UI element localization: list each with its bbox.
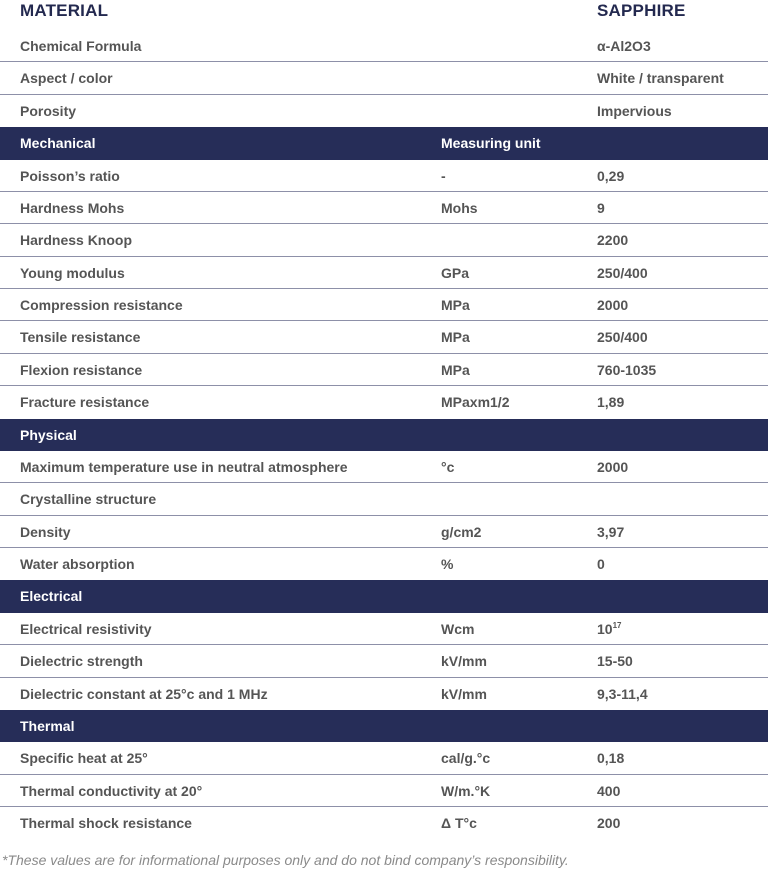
material-name-title: SAPPHIRE — [597, 1, 686, 20]
value-cell: 1,89 — [597, 394, 625, 411]
unit-cell: Wcm — [441, 620, 475, 637]
value-cell: 0,29 — [597, 167, 625, 184]
table-row — [0, 516, 768, 548]
properties-table — [0, 30, 768, 839]
unit-cell: MPa — [441, 297, 470, 313]
unit-cell: kV/mm — [441, 653, 487, 670]
property-cell: Aspect / color — [20, 70, 113, 87]
table-row — [0, 62, 768, 94]
property-cell: Flexion resistance — [20, 361, 143, 378]
value-cell: 3,97 — [597, 523, 625, 540]
table-row — [0, 160, 768, 192]
table-row — [0, 807, 768, 839]
value-cell: 2200 — [597, 232, 629, 249]
unit-cell: - — [441, 167, 446, 184]
table-row — [0, 613, 768, 645]
section-header-row — [0, 580, 768, 612]
table-row — [0, 548, 768, 580]
table-row — [0, 95, 768, 127]
value-cell: α-Al2O3 — [597, 38, 651, 54]
section-header-row — [0, 710, 768, 742]
property-cell: Physical — [20, 426, 77, 443]
property-cell: Dielectric constant at 25°c and 1 MHz — [20, 685, 268, 702]
property-cell: Electrical resistivity — [20, 620, 152, 637]
value-cell: 760-1035 — [597, 361, 657, 378]
table-row — [0, 354, 768, 386]
table-row — [0, 30, 768, 62]
value-cell: 250/400 — [597, 264, 648, 281]
table-row — [0, 289, 768, 321]
property-cell: Thermal conductivity at 20° — [20, 782, 203, 799]
unit-cell: GPa — [441, 264, 470, 281]
value-cell: 400 — [597, 782, 621, 799]
property-cell: Thermal shock resistance — [20, 815, 192, 831]
property-cell: Hardness Knoop — [20, 232, 133, 249]
table-row — [0, 224, 768, 256]
property-cell: Density — [20, 523, 71, 540]
property-cell: Fracture resistance — [20, 394, 150, 411]
value-cell: 2000 — [597, 458, 629, 475]
unit-cell: W/m.°K — [441, 782, 491, 799]
unit-cell: kV/mm — [441, 685, 487, 702]
unit-cell: cal/g.°c — [441, 750, 491, 767]
table-header — [0, 0, 768, 24]
exponent-superscript: 17 — [612, 620, 622, 630]
unit-cell: % — [441, 556, 454, 572]
property-cell: Tensile resistance — [20, 329, 141, 346]
table-row — [0, 257, 768, 289]
table-row — [0, 483, 768, 515]
section-header-row — [0, 127, 768, 159]
property-cell: Specific heat at 25° — [20, 750, 148, 767]
unit-cell: MPaxm1/2 — [441, 394, 510, 411]
unit-cell: °c — [441, 458, 455, 475]
table-row — [0, 645, 768, 677]
table-row — [0, 742, 768, 774]
value-cell: 0,18 — [597, 750, 625, 767]
property-cell: Young modulus — [20, 264, 125, 281]
value-cell: 15-50 — [597, 653, 633, 670]
table-row — [0, 678, 768, 710]
table-row — [0, 451, 768, 483]
table-row — [0, 321, 768, 353]
value-cell: White / transparent — [597, 70, 724, 87]
disclaimer-note: *These values are for informational purposes only and do not bind company’s responsibility. — [2, 852, 569, 868]
section-header-row — [0, 419, 768, 451]
table-row — [0, 192, 768, 224]
property-cell: Compression resistance — [20, 297, 183, 313]
unit-cell: Measuring unit — [441, 135, 541, 152]
property-cell: Water absorption — [20, 556, 135, 572]
value-cell: 9 — [597, 199, 605, 216]
property-cell: Thermal — [20, 717, 75, 734]
table-row — [0, 386, 768, 418]
property-cell: Chemical Formula — [20, 38, 142, 54]
property-cell: Hardness Mohs — [20, 199, 125, 216]
value-cell: Impervious — [597, 102, 672, 119]
value-cell: 2000 — [597, 297, 629, 313]
value-cell: $10^{17}$ — [597, 620, 622, 637]
value-cell: 200 — [597, 815, 621, 831]
property-cell: Electrical — [20, 588, 83, 605]
value-cell: 250/400 — [597, 329, 648, 346]
unit-cell: Δ T°c — [441, 815, 477, 831]
value-cell: 0 — [597, 556, 605, 572]
property-cell: Dielectric strength — [20, 653, 143, 670]
unit-cell: Mohs — [441, 199, 478, 216]
property-cell: Porosity — [20, 102, 77, 119]
value-cell: 9,3-11,4 — [597, 685, 648, 702]
property-cell: Poisson’s ratio — [20, 167, 120, 184]
material-column-title: MATERIAL — [20, 1, 109, 20]
unit-cell: g/cm2 — [441, 523, 482, 540]
unit-cell: MPa — [441, 329, 470, 346]
property-cell: Crystalline structure — [20, 491, 157, 508]
property-cell: Mechanical — [20, 135, 96, 152]
table-row — [0, 775, 768, 807]
property-cell: Maximum temperature use in neutral atmosphere — [20, 458, 348, 475]
unit-cell: MPa — [441, 361, 470, 378]
